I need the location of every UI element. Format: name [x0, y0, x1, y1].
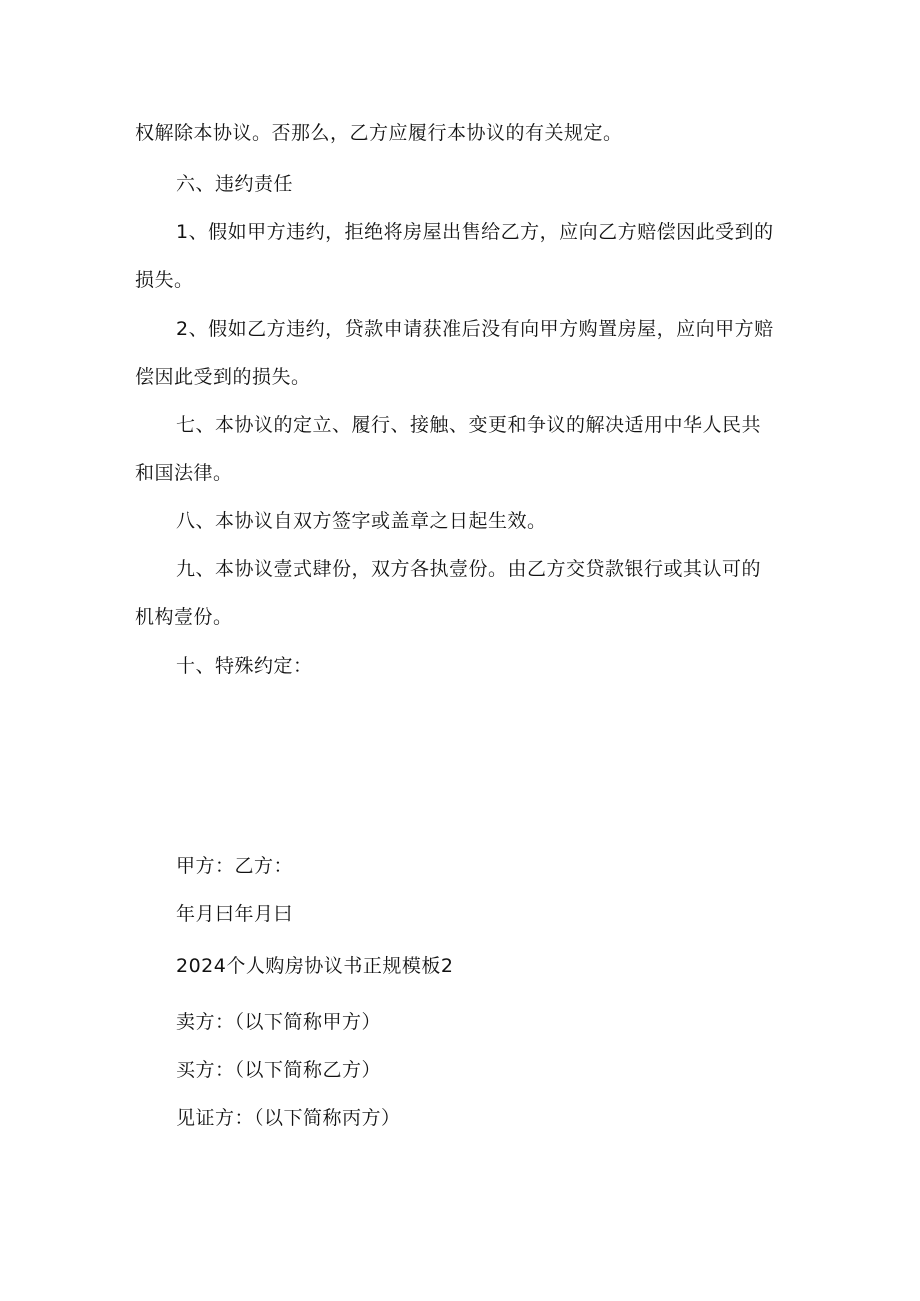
- paragraph-line: 权解除本协议。否那么，乙方应履行本协议的有关规定。: [135, 122, 623, 144]
- party-witness: 见证方：（以下简称丙方）: [176, 1107, 401, 1129]
- section-heading: 十、特殊约定：: [176, 655, 313, 677]
- paragraph-line: 损失。: [135, 269, 194, 291]
- paragraph-line: 2、假如乙方违约，贷款申请获准后没有向甲方购置房屋，应向甲方赔: [176, 318, 774, 340]
- paragraph-line: 1、假如甲方违约，拒绝将房屋出售给乙方，应向乙方赔偿因此受到的: [176, 221, 774, 243]
- party-buyer: 买方：（以下简称乙方）: [176, 1059, 382, 1081]
- paragraph-line: 八、本协议自双方签字或盖章之日起生效。: [176, 510, 547, 532]
- paragraph-line: 七、本协议的定立、履行、接触、变更和争议的解决适用中华人民共: [176, 414, 762, 436]
- paragraph-line: 偿因此受到的损失。: [135, 366, 311, 388]
- signature-parties: 甲方：乙方：: [176, 855, 294, 877]
- paragraph-line: 机构壹份。: [135, 606, 233, 628]
- section-heading: 六、违约责任: [176, 173, 294, 195]
- party-seller: 卖方：（以下简称甲方）: [176, 1011, 382, 1033]
- document-title: 2024个人购房协议书正规模板2: [176, 955, 454, 977]
- paragraph-line: 九、本协议壹式肆份，双方各执壹份。由乙方交贷款银行或其认可的: [176, 558, 762, 580]
- paragraph-line: 和国法律。: [135, 462, 233, 484]
- signature-dates: 年月曰年月曰: [176, 903, 294, 925]
